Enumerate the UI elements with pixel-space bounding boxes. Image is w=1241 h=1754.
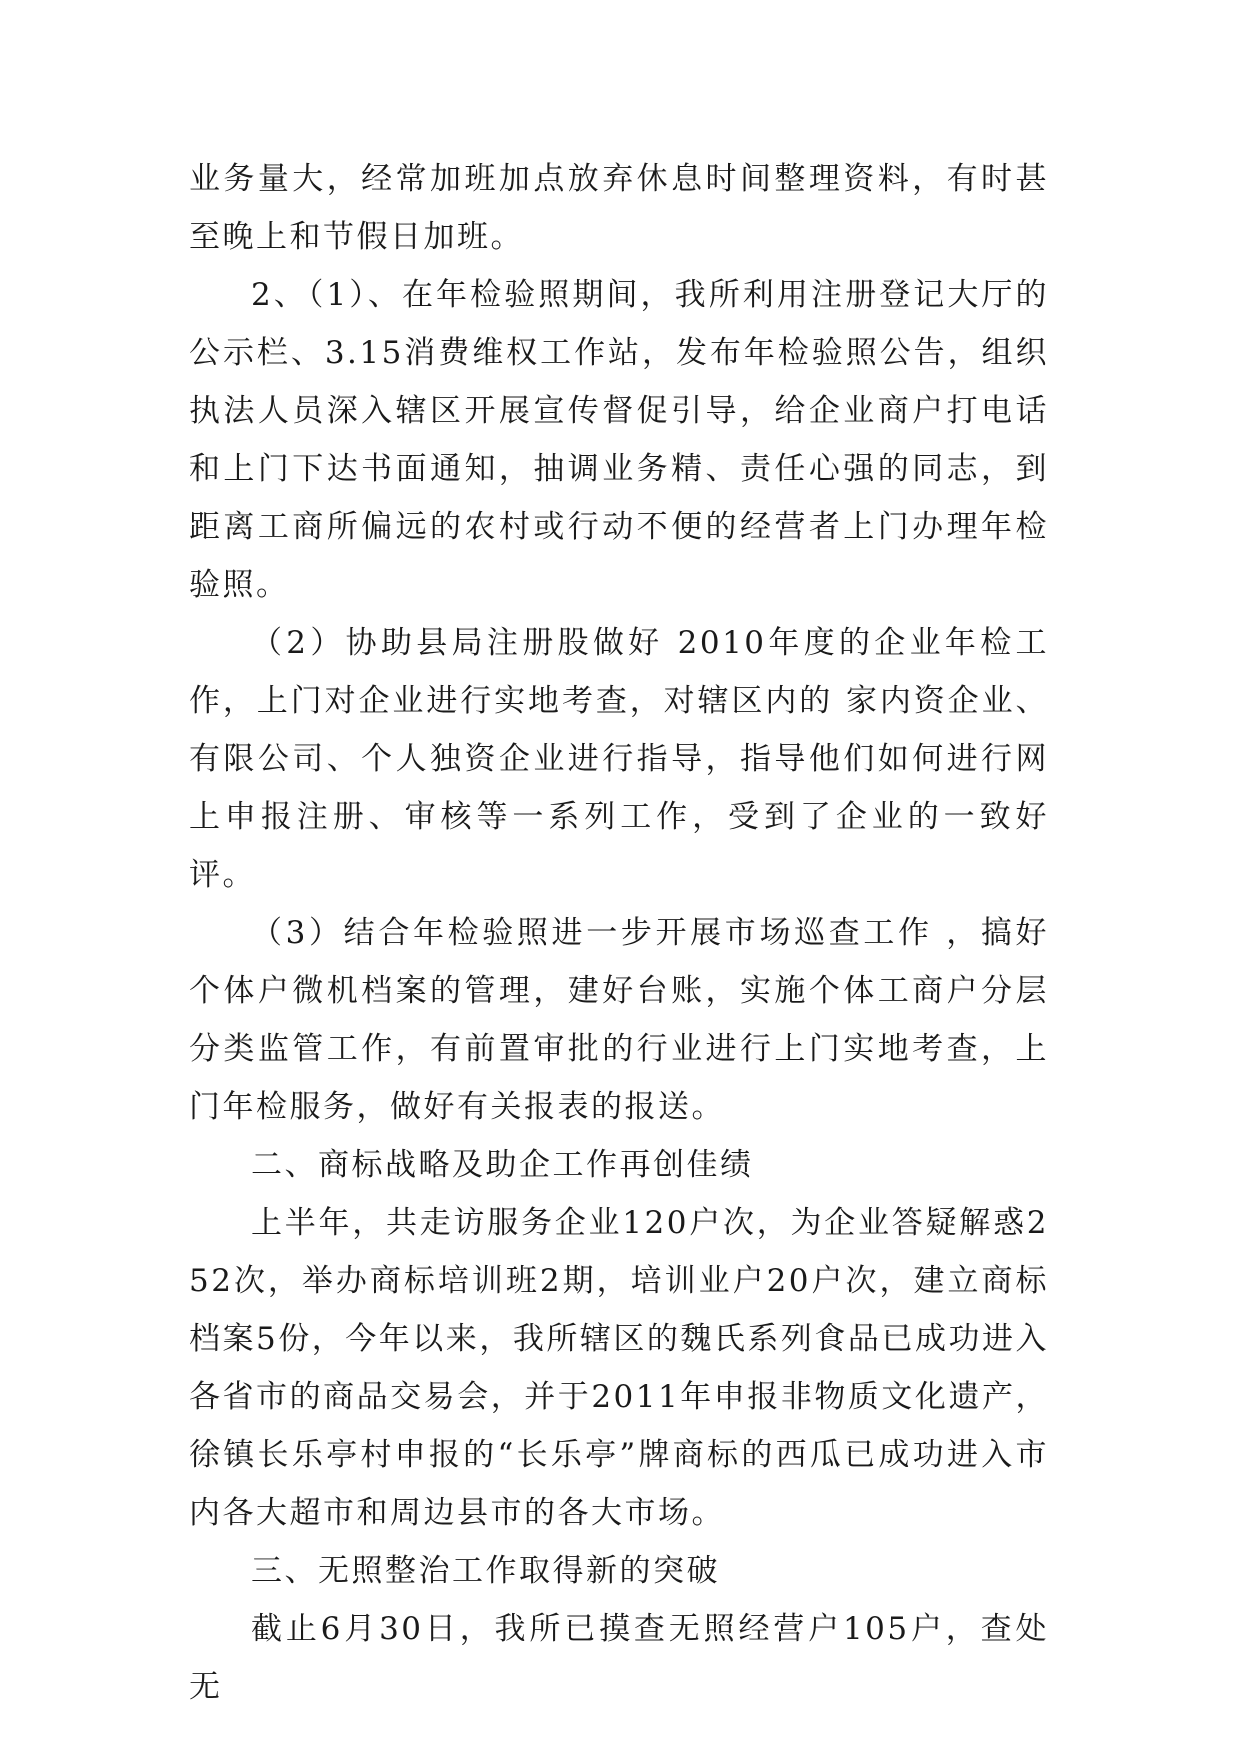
paragraph-trademark: 上半年，共走访服务企业120户次，为企业答疑解惑252次，举办商标培训班2期，培训业户20户次，建立商标档案5份，今年以来，我所辖区的魏氏系列食品已成功进入各省市的商品交易会，并于2011年申报非物质文化遗产，徐镇长乐亭村申报的“长乐亭”牌商标的西瓜已成功进入市内各大超市和周边县市的各大市场。 <box>189 1205 1049 1531</box>
paragraph-annual-inspection-1: 2、（1）、在年检验照期间，我所利用注册登记大厅的公示栏、3.15消费维权工作站，发布年检验照公告，组织执法人员深入辖区开展宣传督促引导，给企业商户打电话和上门下达书面通知，抽调业务精、责任心强的同志，到距离工商所偏远的农村或行动不便的经营者上门办理年检验照。 <box>189 277 1049 603</box>
paragraph-continuation: 业务量大，经常加班加点放弃休息时间整理资料，有时甚至晚上和节假日加班。 <box>189 161 1049 255</box>
paragraph-unlicensed: 截止6月30日，我所已摸查无照经营户105户，查处无 <box>189 1611 1049 1705</box>
section-heading-trademark: 二、商标战略及助企工作再创佳绩 <box>251 1147 754 1183</box>
paragraph-annual-inspection-2: （2）协助县局注册股做好 2010年度的企业年检工作，上门对企业进行实地考查，对辖区内的 家内资企业、有限公司、个人独资企业进行指导，指导他们如何进行网上申报注册、审核等一系列工作，受到了企业的一致好评。 <box>189 625 1049 893</box>
section-heading-unlicensed: 三、无照整治工作取得新的突破 <box>251 1553 720 1589</box>
document-body <box>189 150 1049 1716</box>
paragraph-annual-inspection-3: （3）结合年检验照进一步开展市场巡查工作 ，搞好个体户微机档案的管理，建好台账，实施个体工商户分层分类监管工作，有前置审批的行业进行上门实地考查，上门年检服务，做好有关报表的报送。 <box>189 915 1049 1125</box>
